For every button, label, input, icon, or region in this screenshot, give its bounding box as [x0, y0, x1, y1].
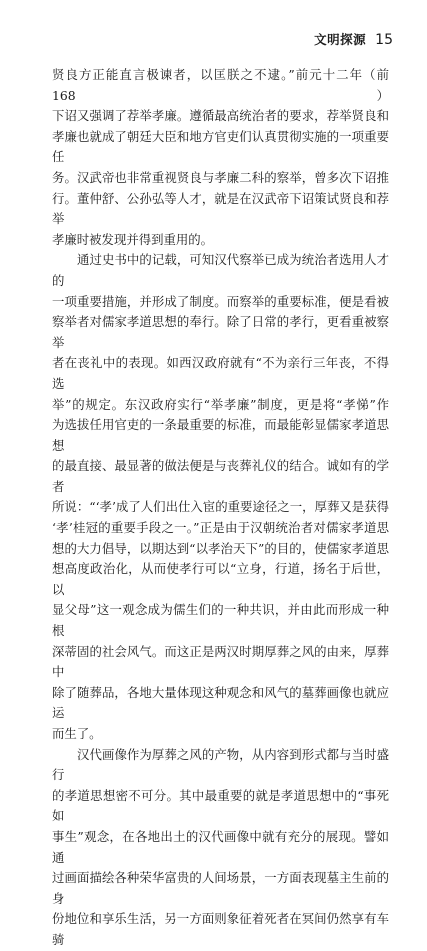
paragraph-2	[52, 250, 389, 744]
text-line: 察举者对儒家孝道思想的奉行。除了日常的孝行，更看重被察举	[52, 314, 389, 350]
text-line: 所说：“‘孝’成了人们出仕入宦的重要途径之一，厚葬又是获得	[52, 499, 389, 515]
text-line: 份地位和享乐生活，另一方面则象征着死者在冥间仍然享有车骑	[52, 911, 389, 947]
text-line: 过画面描绘各种荣华富贵的人间场景，一方面表现墓主生前的身	[52, 870, 389, 906]
text-line: 的最直接、最显著的做法便是与丧葬礼仪的结合。诚如有的学者	[52, 458, 389, 494]
text-line: 显父母”这一观念成为儒生们的一种共识，并由此而形成一种根	[52, 602, 389, 639]
text-line: 深蒂固的社会风气。而这正是两汉时期厚葬之风的由来，厚葬中	[52, 643, 389, 680]
text-line: 贤良方正能直言极谏者，以匡朕之不逮。”前元十二年（前 168）	[52, 67, 389, 103]
running-header	[314, 30, 393, 48]
text-line: 一项重要措施，并形成了制度。而察举的重要标准，便是看被	[52, 293, 389, 309]
text-line: 汉代画像作为厚葬之风的产物，从内容到形式都与当时盛行	[52, 746, 389, 783]
text-line: 举”的规定。东汉政府实行“举孝廉”制度，更是将“孝悌”作	[52, 396, 389, 412]
text-line: ‘孝’桂冠的重要手段之一。”正是由于汉朝统治者对儒家孝道思	[52, 520, 389, 536]
paragraph-3	[52, 745, 389, 951]
text-line: 行。董仲舒、公孙弘等人才，就是在汉武帝下诏策试贤良和荐举	[52, 190, 389, 227]
paragraph-1	[52, 65, 389, 250]
text-line: 者在丧礼中的表现。如西汉政府就有“不为亲行三年丧，不得选	[52, 355, 389, 391]
body-text	[52, 65, 389, 951]
text-line: 想高度政治化，从而使孝行可以“立身，行道，扬名于后世，以	[52, 561, 389, 597]
section-title: 文明探源	[314, 32, 367, 47]
text-line: 除了随葬品，各地大量体现这种观念和风气的墓葬画像也就应运	[52, 684, 389, 721]
text-line: 孝廉也就成了朝廷大臣和地方官吏们认真贯彻实施的一项重要任	[52, 128, 389, 165]
text-line: 务。汉武帝也非常重视贤良与孝廉二科的察举，曾多次下诏推	[52, 169, 389, 185]
text-line: 通过史书中的记载，可知汉代察举已成为统治者选用人才的	[52, 252, 389, 288]
text-line: 孝廉时被发现并得到重用的。	[52, 231, 214, 247]
text-line: 事生”观念，在各地出土的汉代画像中就有充分的展现。譬如通	[52, 828, 389, 865]
text-line: 的孝道思想密不可分。其中最重要的就是孝道思想中的“事死如	[52, 787, 389, 824]
text-line: 为选拔任用官吏的一条最重要的标准，而最能彰显儒家孝道思想	[52, 417, 389, 453]
text-line: 下诏又强调了荐举孝廉。遵循最高统治者的要求，荐举贤良和	[52, 108, 389, 124]
text-line: 想的大力倡导，以期达到“以孝治天下”的目的，使儒家孝道思	[52, 540, 389, 556]
text-line: 而生了。	[52, 726, 102, 741]
page-number: 15	[375, 32, 393, 48]
